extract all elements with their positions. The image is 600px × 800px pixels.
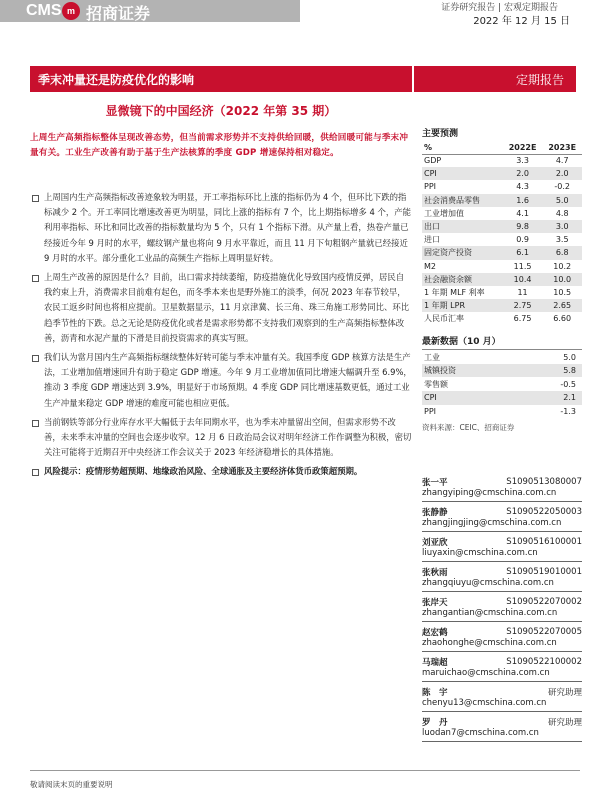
analyst-card (422, 655, 582, 682)
analyst-name: 陈 宇 (422, 687, 448, 698)
forecast-row (422, 167, 582, 180)
forecast-indicator: M2 (424, 261, 436, 271)
analyst-code: S1090516100001 (506, 536, 582, 547)
forecast-value: 2.0 (542, 167, 582, 180)
forecast-indicator: CPI (422, 167, 503, 180)
forecast-row (422, 260, 582, 273)
source-note: 资料来源：CEIC、招商证券 (422, 423, 515, 433)
analyst-name: 罗 丹 (422, 717, 448, 728)
latest-value: -0.5 (560, 379, 576, 389)
analyst-email[interactable]: zhangantian@cmschina.com.cn (422, 608, 558, 618)
bullet-item: 我们认为當月国内生产高频指标继续整体好转可能与季末冲量有关。我国季度 GDP 核算方法是生产法，工业增加值增速回升有助于稳定 GDP 增速。今年 9 月工业增加值同比增速大幅调升至 6.9%，推动 3 季度 GDP 增速达到 3.9%，明显好于市场预期。4 季度 GDP 同比增速基数更低，通过工业生产冲量来稳定 GDP 增速的难度可能也相应更低。 (30, 350, 412, 411)
latest-indicator: 工业 (424, 352, 440, 362)
analyst-email[interactable]: zhangyiping@cmschina.com.cn (422, 488, 557, 498)
analyst-name: 赵宏鹤 (422, 627, 448, 638)
analyst-header (422, 595, 582, 608)
analyst-code: 研究助理 (547, 687, 582, 698)
bullet-item: 当前钢铁等部分行业库存水平大幅低于去年同期水平，也为季末冲量留出空间，但需求形势不改善，未来季末冲量的空间也会逐步收窄。12 月 6 日政治局会议对明年经济工作作调整为积极，密切关注可能将于近期召开中央经济工作会议关于 2023 年经济稳增长的具体措施。 (30, 415, 412, 461)
page-header (0, 0, 600, 34)
forecast-title: 主要预测 (422, 129, 459, 139)
forecast-value: 2.65 (542, 299, 582, 312)
forecast-indicator: 出口 (422, 220, 503, 233)
analyst-header (422, 535, 582, 548)
analyst-header (422, 625, 582, 638)
forecast-indicator: 1 年期 LPR (422, 299, 503, 312)
analyst-code: S1090522070002 (506, 596, 582, 607)
analyst-card (422, 685, 582, 712)
forecast-value: 4.8 (555, 208, 569, 218)
title-bar: 季末冲量还是防疫优化的影响 (30, 66, 412, 92)
forecast-value: 3.5 (555, 235, 569, 245)
analyst-email[interactable]: liuyaxin@cmschina.com.cn (422, 548, 538, 558)
report-date: 2022 年 12 月 15 日 (473, 16, 570, 27)
analyst-name: 张岸天 (422, 597, 448, 608)
analyst-header (422, 685, 582, 698)
forecast-value: 10.5 (553, 287, 572, 297)
analyst-code: S1090522100002 (506, 656, 582, 667)
bullet-list (30, 190, 412, 484)
forecast-value: 6.1 (503, 246, 543, 259)
analyst-list (422, 475, 582, 745)
analyst-header (422, 565, 582, 578)
latest-indicator: 零售额 (424, 379, 448, 389)
forecast-row (422, 246, 582, 259)
forecast-indicator: 1 年期 MLF 利率 (424, 287, 485, 297)
analyst-code: S1090519010001 (506, 566, 582, 577)
latest-indicator: 城镇投资 (422, 364, 519, 378)
analyst-name: 张秋雨 (422, 567, 448, 578)
analyst-email[interactable]: chenyu13@cmschina.com.cn (422, 698, 547, 708)
forecast-indicator: 社会消费品零售 (422, 194, 503, 207)
forecast-indicator: 社会融资余额 (422, 273, 503, 286)
latest-row (422, 377, 582, 391)
latest-indicator: PPI (424, 407, 437, 417)
forecast-row (422, 220, 582, 233)
forecast-indicator: PPI (424, 182, 437, 192)
forecast-row (422, 233, 582, 246)
analyst-name: 张静静 (422, 507, 448, 518)
analyst-header (422, 655, 582, 668)
forecast-header: 2022E (503, 142, 543, 154)
latest-value: -1.3 (560, 407, 576, 417)
forecast-value: 4.1 (516, 208, 529, 218)
forecast-value: 3.3 (516, 156, 529, 166)
forecast-indicator: 固定资产投资 (422, 246, 503, 259)
forecast-value: 4.3 (516, 182, 529, 192)
analyst-code: 研究助理 (547, 717, 582, 728)
forecast-value: 4.7 (555, 156, 569, 166)
latest-row (422, 350, 582, 364)
forecast-row (422, 299, 582, 312)
forecast-row (422, 273, 582, 286)
forecast-value: 0.9 (516, 235, 529, 245)
forecast-value: 2.75 (503, 299, 543, 312)
latest-indicator: CPI (422, 391, 519, 405)
forecast-row (422, 207, 582, 220)
latest-title: 最新数据（10 月） (422, 337, 501, 348)
forecast-value: 9.8 (503, 220, 543, 233)
bullet-item: 上周生产改善的原因是什么？目前，出口需求持续萎缩，防疫措施优化导致国内疫情反弹，居民自我约束上升，消费需求目前难有起色，而冬季本来也是野外施工的淡季，何况 2023 年春节较早，农民工返乡时间也将相应提前。卫星数据显示，11 月京津冀、长三角、珠三角施工形势同比、环比趋季节性的下跌。总之无论是防疫优化或者是需求形势都不支持我们观察到的生产高频指标整体改善，沥青和水泥产量的下滑是目前投资需求的真实写照。 (30, 270, 412, 346)
analyst-email[interactable]: zhaohonghe@cmschina.com.cn (422, 638, 557, 648)
forecast-value: 1.6 (503, 194, 543, 207)
forecast-row (422, 180, 582, 193)
analyst-header (422, 715, 582, 728)
analyst-card (422, 475, 582, 502)
logo-name: 招商证券 (86, 4, 151, 23)
latest-value: 5.0 (563, 352, 576, 362)
analyst-name: 刘亚欣 (422, 537, 448, 548)
logo-mark-icon: m (62, 2, 80, 20)
report-tag: 定期报告 (414, 66, 576, 92)
forecast-value: 11 (517, 287, 528, 297)
forecast-value: -0.2 (554, 182, 570, 192)
analyst-card (422, 505, 582, 532)
analyst-name: 马瑞超 (422, 657, 448, 668)
footer-note: 敬请阅读末页的重要说明 (30, 780, 113, 789)
forecast-value: 6.75 (513, 314, 532, 324)
analyst-email[interactable]: maruichao@cmschina.com.cn (422, 668, 550, 678)
forecast-row (422, 312, 582, 325)
forecast-value: 2.0 (503, 167, 543, 180)
latest-value: 5.8 (519, 364, 582, 378)
analyst-code: S1090522050003 (506, 506, 582, 517)
forecast-value: 10.4 (503, 273, 543, 286)
sidebar (422, 126, 582, 433)
analyst-card (422, 595, 582, 622)
latest-row (422, 405, 582, 419)
forecast-row (422, 194, 582, 207)
analyst-card (422, 565, 582, 592)
analyst-email[interactable]: luodan7@cmschina.com.cn (422, 728, 539, 738)
analyst-header (422, 475, 582, 488)
summary-paragraph: 上周生产高频指标整体呈现改善态势，但当前需求形势并不支持供给回暖，供给回暖可能与季末冲量有关。工业生产改善有助于基于生产法核算的季度 GDP 增速保持相对稳定。 (30, 133, 409, 158)
forecast-header: % (422, 142, 503, 154)
footer-divider (30, 770, 580, 771)
report-series: 证券研究报告 | 宏观定期报告 (441, 3, 558, 13)
forecast-indicator: 人民币汇率 (424, 314, 464, 324)
forecast-indicator: 工业增加值 (424, 208, 464, 218)
analyst-email[interactable]: zhangjingjing@cmschina.com.cn (422, 518, 562, 528)
analyst-header (422, 505, 582, 518)
forecast-header: 2023E (542, 142, 582, 154)
forecast-value: 5.0 (542, 194, 582, 207)
analyst-email[interactable]: zhangqiuyu@cmschina.com.cn (422, 578, 554, 588)
forecast-indicator: GDP (424, 156, 442, 166)
forecast-value: 3.0 (542, 220, 582, 233)
analyst-name: 张一平 (422, 477, 448, 488)
forecast-value: 10.2 (553, 261, 572, 271)
forecast-indicator: 进口 (424, 235, 440, 245)
analyst-card (422, 625, 582, 652)
bullet-item: 上周国内生产高频指标改善迹象较为明显，开工率指标环比上涨的指标仍为 4 个，但环比下跌的指标减少 2 个。开工率同比增速改善更为明显，同比上涨的指标有 7 个，比上期指标增多 4 个，产能利用率指标、环比和同比改善的指标数量均为 5 个，只有 1 个指标下滑。从产量上看，热卷产量已经接近今年 9 月时的水平，螺纹钢产量也将向 9 月水平靠近，而且 11 月下旬粗钢产量就已经接近 9 月时的水平。部分重化工业品的高频生产指标上周明显好转。 (30, 190, 412, 266)
analyst-card (422, 535, 582, 562)
risk-warning: 风险提示：疫情形势超预期、地缘政治风险、全球通胀及主要经济体货币政策超预期。 (30, 464, 412, 479)
forecast-value: 11.5 (513, 261, 532, 271)
forecast-value: 10.0 (542, 273, 582, 286)
latest-row (422, 391, 582, 405)
analyst-code: S1090513080007 (506, 476, 582, 487)
forecast-row (422, 154, 582, 167)
forecast-row (422, 286, 582, 299)
logo-band (0, 0, 300, 22)
latest-row (422, 364, 582, 378)
logo-text: CMS (26, 2, 62, 19)
latest-value: 2.1 (519, 391, 582, 405)
forecast-value: 6.60 (553, 314, 572, 324)
page-subtitle: 显微镜下的中国经济（2022 年第 35 期） (105, 104, 337, 118)
forecast-table (422, 142, 582, 325)
analyst-code: S1090522070005 (506, 626, 582, 637)
forecast-value: 6.8 (542, 246, 582, 259)
analyst-card (422, 715, 582, 742)
latest-table (422, 349, 582, 418)
